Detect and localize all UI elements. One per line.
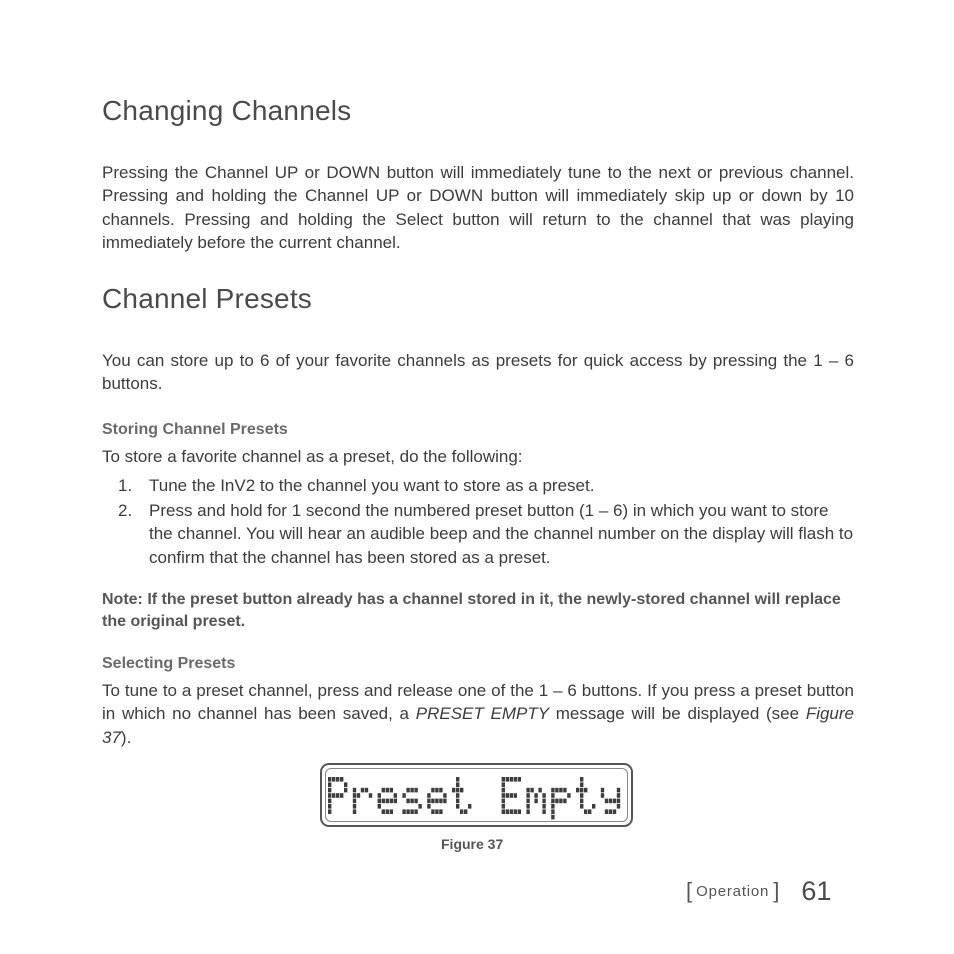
lcd-pixel bbox=[510, 809, 513, 814]
lcd-pixel bbox=[518, 809, 521, 814]
heading-changing-channels: Changing Channels bbox=[102, 95, 352, 126]
lcd-character bbox=[601, 788, 620, 814]
subheading-selecting-presets: Selecting Presets bbox=[102, 655, 236, 672]
lcd-pixel bbox=[353, 793, 356, 798]
lcd-character bbox=[353, 788, 372, 814]
page-footer bbox=[686, 876, 831, 907]
lcd-pixel bbox=[592, 804, 595, 809]
lcd-pixel bbox=[328, 793, 331, 798]
lcd-pixel bbox=[605, 809, 608, 814]
heading-channel-presets: Channel Presets bbox=[102, 283, 313, 314]
lcd-character bbox=[328, 777, 347, 814]
page-number: 61 bbox=[801, 876, 832, 906]
lcd-pixel bbox=[551, 804, 554, 809]
lcd-pixel bbox=[353, 799, 356, 804]
lcd-pixel bbox=[526, 788, 529, 793]
lcd-pixel bbox=[365, 788, 368, 793]
list-item-number: 2. bbox=[118, 501, 133, 520]
lcd-pixel bbox=[456, 788, 459, 793]
figure-caption: Figure 37 bbox=[441, 836, 504, 852]
lcd-pixel bbox=[414, 809, 417, 814]
lcd-pixel bbox=[344, 788, 347, 793]
lcd-pixel bbox=[542, 799, 545, 804]
text-run: ). bbox=[120, 727, 132, 747]
lcd-pixel bbox=[526, 809, 529, 814]
lcd-character bbox=[576, 777, 595, 814]
lcd-pixel bbox=[431, 788, 434, 793]
lcd-pixel bbox=[510, 777, 513, 782]
lcd-pixel bbox=[382, 799, 385, 804]
lcd-pixel bbox=[609, 799, 612, 804]
lcd-pixel bbox=[328, 799, 331, 804]
lcd-pixel bbox=[332, 793, 335, 798]
lcd-pixel bbox=[551, 809, 554, 814]
lcd-pixel bbox=[514, 809, 517, 814]
lcd-pixel bbox=[382, 788, 385, 793]
lcd-pixel bbox=[502, 804, 505, 809]
lcd-pixel bbox=[435, 809, 438, 814]
lcd-pixel bbox=[357, 793, 360, 798]
lcd-pixel bbox=[340, 777, 343, 782]
lcd-pixel bbox=[580, 782, 583, 787]
lcd-pixel bbox=[414, 788, 417, 793]
lcd-pixel bbox=[406, 799, 409, 804]
lcd-display-figure bbox=[320, 763, 633, 827]
list-item-text: Tune the InV2 to the channel you want to store as a preset. bbox=[149, 476, 595, 495]
lcd-pixel bbox=[588, 809, 591, 814]
lcd-pixel bbox=[431, 809, 434, 814]
figure-reference: Figure 37 bbox=[102, 704, 854, 747]
lcd-pixel bbox=[613, 809, 616, 814]
lcd-pixel bbox=[394, 793, 397, 798]
lcd-pixel bbox=[390, 788, 393, 793]
preset-empty-emphasis: PRESET EMPTY bbox=[415, 704, 550, 724]
lcd-pixel bbox=[584, 788, 587, 793]
paragraph-changing-channels: Pressing the Channel UP or DOWN button will immediately tune to the next or previous channel. Pressing and holding the Channel UP or DOWN button will immediately skip up or down by 10 channels. Pressing and holding the Select button will return to the channel that was playing immediately before the current channel. bbox=[102, 163, 854, 252]
paragraph-channel-presets: You can store up to 6 of your favorite channels as presets for quick access by pressing the 1 – 6 buttons. bbox=[102, 351, 854, 394]
lcd-pixel bbox=[580, 777, 583, 782]
lcd-pixel bbox=[559, 788, 562, 793]
lcd-pixel bbox=[605, 799, 608, 804]
lcd-pixel bbox=[551, 799, 554, 804]
lcd-pixel bbox=[502, 809, 505, 814]
lcd-pixel bbox=[353, 788, 356, 793]
lcd-pixel bbox=[456, 793, 459, 798]
lcd-pixel bbox=[551, 815, 554, 820]
lcd-pixel bbox=[617, 799, 620, 804]
lcd-pixel bbox=[563, 799, 566, 804]
lcd-pixel bbox=[382, 809, 385, 814]
lcd-pixel bbox=[386, 799, 389, 804]
footer-section-label: Operation bbox=[696, 883, 770, 900]
lcd-pixel bbox=[580, 804, 583, 809]
lcd-pixel bbox=[538, 788, 541, 793]
lcd-pixel bbox=[394, 799, 397, 804]
lcd-pixel bbox=[328, 809, 331, 814]
lcd-pixel bbox=[555, 799, 558, 804]
lcd-pixel bbox=[386, 788, 389, 793]
lcd-pixel bbox=[580, 788, 583, 793]
lcd-pixel bbox=[435, 788, 438, 793]
lcd-pixel bbox=[542, 793, 545, 798]
lcd-character bbox=[526, 788, 545, 814]
lcd-pixel bbox=[414, 799, 417, 804]
list-item-text: Press and hold for 1 second the numbered preset button (1 – 6) in which you want to store the channel. You will hear an audible beep and the channel number on the display will flash to confirm that the channel has been stored as a preset. bbox=[149, 501, 854, 567]
lcd-pixel bbox=[378, 799, 381, 804]
lcd-pixel bbox=[559, 799, 562, 804]
lcd-pixel bbox=[576, 788, 579, 793]
lcd-pixel bbox=[502, 793, 505, 798]
lcd-character bbox=[427, 788, 446, 814]
lcd-pixel bbox=[456, 799, 459, 804]
lcd-pixel bbox=[340, 793, 343, 798]
paragraph-storing-intro: To store a favorite channel as a preset, do the following: bbox=[102, 447, 523, 466]
lcd-pixel bbox=[534, 799, 537, 804]
lcd-pixel bbox=[410, 788, 413, 793]
lcd-pixel bbox=[427, 804, 430, 809]
lcd-character bbox=[502, 777, 521, 814]
lcd-pixel bbox=[542, 804, 545, 809]
lcd-pixel bbox=[328, 788, 331, 793]
lcd-pixel bbox=[510, 793, 513, 798]
lcd-pixel bbox=[443, 793, 446, 798]
lcd-pixel bbox=[328, 804, 331, 809]
lcd-pixel bbox=[410, 809, 413, 814]
lcd-pixel bbox=[328, 782, 331, 787]
lcd-pixel bbox=[369, 793, 372, 798]
lcd-pixel bbox=[584, 809, 587, 814]
lcd-pixel bbox=[555, 788, 558, 793]
lcd-pixel bbox=[439, 809, 442, 814]
lcd-pixel bbox=[378, 804, 381, 809]
lcd-pixel bbox=[601, 793, 604, 798]
lcd-pixel bbox=[406, 809, 409, 814]
paragraph-selecting-presets bbox=[102, 679, 854, 749]
lcd-pixel bbox=[328, 777, 331, 782]
lcd-pixel bbox=[526, 804, 529, 809]
lcd-pixel bbox=[332, 777, 335, 782]
lcd-character bbox=[378, 788, 397, 814]
lcd-pixel bbox=[390, 799, 393, 804]
lcd-pixel bbox=[617, 804, 620, 809]
lcd-pixel bbox=[456, 777, 459, 782]
lcd-pixel bbox=[518, 777, 521, 782]
lcd-pixel bbox=[506, 777, 509, 782]
lcd-pixel bbox=[514, 793, 517, 798]
lcd-pixel bbox=[439, 799, 442, 804]
lcd-pixel bbox=[361, 788, 364, 793]
lcd-pixel bbox=[336, 793, 339, 798]
lcd-character bbox=[452, 777, 471, 814]
lcd-pixel bbox=[563, 788, 566, 793]
lcd-character bbox=[402, 788, 421, 814]
lcd-pixel bbox=[456, 804, 459, 809]
lcd-pixel bbox=[468, 804, 471, 809]
lcd-pixel bbox=[344, 782, 347, 787]
lcd-text bbox=[328, 777, 620, 819]
lcd-pixel bbox=[427, 799, 430, 804]
text-run: To tune to a preset channel, press and release one of the 1 – 6 buttons. If you press a preset button in which no channel has been saved, a bbox=[102, 681, 854, 724]
footer-bracket-close: ] bbox=[773, 878, 780, 903]
lcd-character bbox=[551, 788, 570, 820]
lcd-pixel bbox=[613, 799, 616, 804]
lcd-dot-matrix bbox=[326, 771, 629, 823]
lcd-pixel bbox=[386, 809, 389, 814]
lcd-pixel bbox=[336, 777, 339, 782]
lcd-pixel bbox=[580, 799, 583, 804]
lcd-pixel bbox=[410, 799, 413, 804]
lcd-pixel bbox=[390, 809, 393, 814]
lcd-pixel bbox=[435, 799, 438, 804]
lcd-pixel bbox=[609, 809, 612, 814]
subheading-storing-presets: Storing Channel Presets bbox=[102, 421, 288, 438]
lcd-pixel bbox=[530, 788, 533, 793]
note-preset-replace: Note: If the preset button already has a channel stored in it, the newly-stored channel will replace the original preset. bbox=[102, 591, 841, 630]
lcd-pixel bbox=[427, 793, 430, 798]
lcd-pixel bbox=[502, 788, 505, 793]
lcd-pixel bbox=[353, 809, 356, 814]
lcd-pixel bbox=[506, 793, 509, 798]
lcd-pixel bbox=[617, 793, 620, 798]
lcd-pixel bbox=[460, 788, 463, 793]
lcd-pixel bbox=[406, 788, 409, 793]
lcd-pixel bbox=[506, 809, 509, 814]
lcd-pixel bbox=[464, 809, 467, 814]
lcd-pixel bbox=[502, 799, 505, 804]
lcd-pixel bbox=[617, 788, 620, 793]
lcd-pixel bbox=[402, 809, 405, 814]
lcd-pixel bbox=[601, 788, 604, 793]
lcd-pixel bbox=[551, 788, 554, 793]
lcd-pixel bbox=[502, 782, 505, 787]
lcd-pixel bbox=[353, 804, 356, 809]
lcd-pixel bbox=[567, 793, 570, 798]
lcd-pixel bbox=[551, 793, 554, 798]
lcd-pixel bbox=[452, 788, 455, 793]
lcd-pixel bbox=[439, 788, 442, 793]
lcd-pixel bbox=[378, 793, 381, 798]
lcd-pixel bbox=[534, 793, 537, 798]
footer-bracket-open: [ bbox=[686, 878, 693, 903]
lcd-pixel bbox=[431, 799, 434, 804]
lcd-pixel bbox=[514, 777, 517, 782]
lcd-pixel bbox=[580, 793, 583, 798]
lcd-pixel bbox=[402, 793, 405, 798]
lcd-pixel bbox=[418, 804, 421, 809]
lcd-pixel bbox=[526, 793, 529, 798]
lcd-pixel bbox=[526, 799, 529, 804]
lcd-pixel bbox=[456, 782, 459, 787]
lcd-pixel bbox=[460, 809, 463, 814]
lcd-pixel bbox=[542, 809, 545, 814]
text-run: message will be displayed (see bbox=[549, 704, 806, 724]
lcd-pixel bbox=[443, 799, 446, 804]
list-item-number: 1. bbox=[118, 476, 133, 495]
lcd-pixel bbox=[502, 777, 505, 782]
